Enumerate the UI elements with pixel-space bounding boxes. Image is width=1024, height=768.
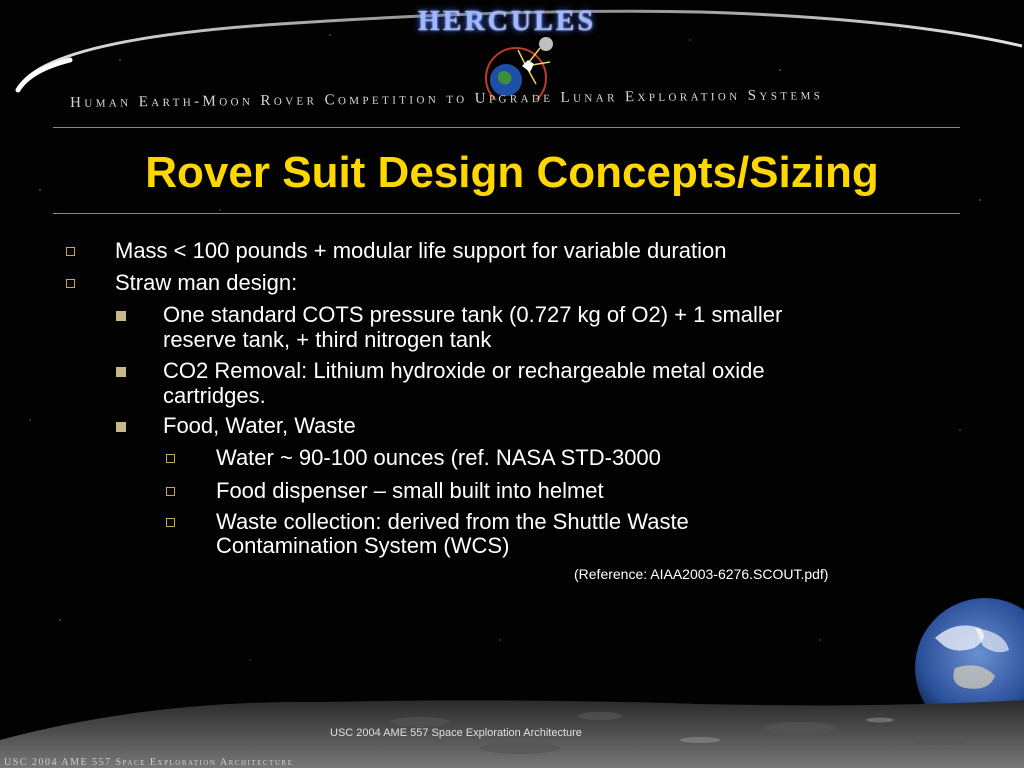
- sub-bullet-item: Food, Water, Waste: [163, 413, 356, 438]
- sub-sub-bullet-item: Waste collection: derived from the Shuttle Waste: [216, 509, 689, 534]
- sub-sub-bullet-item-continued: Contamination System (WCS): [216, 533, 510, 558]
- sub-sub-bullet-item: Food dispenser – small built into helmet: [216, 478, 604, 503]
- footer-course-banner: USC 2004 AME 557 Space Exploration Architecture: [4, 757, 294, 768]
- header-tagline: Human Earth-Moon Rover Competition to Upgrade Lunar Exploration Systems: [70, 87, 824, 111]
- bullet-item: Mass < 100 pounds + modular life support for variable duration: [115, 238, 727, 263]
- sub-bullet-item-continued: reserve tank, + third nitrogen tank: [163, 327, 492, 352]
- footer-course-label: USC 2004 AME 557 Space Exploration Architecture: [330, 727, 582, 739]
- sub-bullet-item: One standard COTS pressure tank (0.727 kg of O2) + 1 smaller: [163, 302, 783, 327]
- sub-bullet-item: CO2 Removal: Lithium hydroxide or rechargeable metal oxide: [163, 358, 765, 383]
- sub-sub-bullet-item: Water ~ 90-100 ounces (ref. NASA STD-3000: [216, 445, 661, 470]
- brand-wordmark: HERCULES: [418, 6, 597, 37]
- sub-bullet-item-continued: cartridges.: [163, 383, 266, 408]
- reference-note: (Reference: AIAA2003-6276.SCOUT.pdf): [574, 566, 829, 582]
- bullet-item: Straw man design:: [115, 270, 298, 295]
- slide-title: Rover Suit Design Concepts/Sizing: [145, 148, 879, 197]
